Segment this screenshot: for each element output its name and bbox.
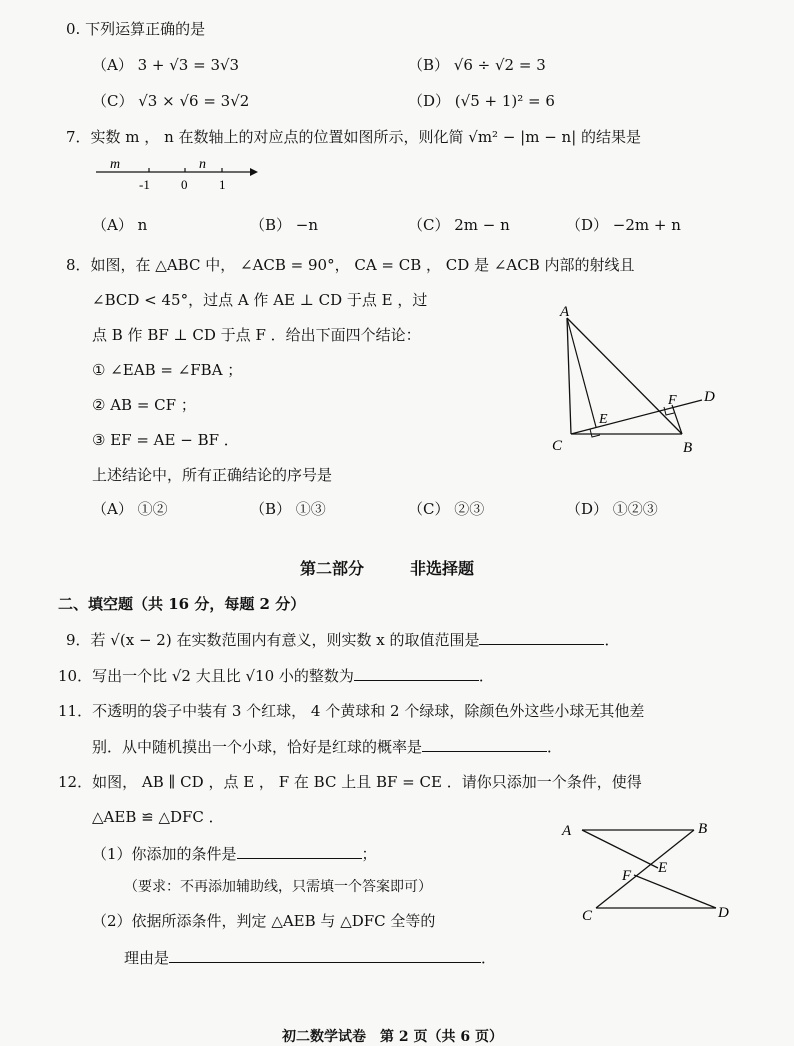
q9-row xyxy=(66,628,619,650)
q11-answer-blank[interactable] xyxy=(422,735,547,752)
q7-option-d: （D） −2m + n xyxy=(566,216,681,234)
q8-conclusion-2: ② AB = CF ； xyxy=(92,396,196,414)
q10-row xyxy=(58,664,494,686)
fig8-label-d: D xyxy=(704,389,715,405)
q7-option-b: （B） −n xyxy=(250,216,319,234)
q8-line2: ∠BCD < 45°，过点 A 作 AE ⊥ CD 于点 E ，过 xyxy=(92,291,428,309)
q8-option-c: （C） ②③ xyxy=(408,500,485,518)
q8-option-d: （D） ①②③ xyxy=(566,500,658,518)
q11-line1: 11．不透明的袋子中装有 3 个红球， 4 个黄球和 2 个绿球，除颜色外这些小球无其他差 xyxy=(58,702,645,720)
q9-text: 9．若 √(x − 2) 在实数范围内有意义，则实数 x 的取值范围是 xyxy=(66,631,480,649)
q12-sub1-row xyxy=(92,842,377,864)
q12-sub2: （2）依据所添条件，判定 △AEB 与 △DFC 全等的 xyxy=(92,912,436,930)
q6-option-a: （A） 3 + √3 = 3√3 xyxy=(92,56,240,74)
q6-option-d: （D） (√5 + 1)² = 6 xyxy=(408,92,555,110)
q12-line1: 12．如图， AB ∥ CD ，点 E ， F 在 BC 上且 BF = CE ．请你只添加一个条件，使得 xyxy=(58,773,642,791)
q12-sub2b: 理由是 xyxy=(124,949,170,967)
q12-figure xyxy=(556,815,746,930)
fig12-label-b: B xyxy=(698,821,708,837)
q8-line3: 点 B 作 BF ⊥ CD 于点 F ．给出下面四个结论： xyxy=(92,326,421,344)
q9-end: ． xyxy=(604,631,620,649)
tick-label-1: 1 xyxy=(219,177,226,192)
q8-triangle-figure xyxy=(540,300,730,460)
fig12-label-f: F xyxy=(622,868,632,884)
q12-note: （要求：不再添加辅助线，只需填一个答案即可） xyxy=(124,879,432,895)
fig12-label-a: A xyxy=(562,823,572,839)
page-footer: 初二数学试卷 第 2 页（共 6 页） xyxy=(282,1029,503,1045)
q10-answer-blank[interactable] xyxy=(354,664,479,681)
q12-sub2-answer-blank[interactable] xyxy=(169,946,481,963)
fig8-label-e: E xyxy=(599,412,608,427)
q12-sub1: （1）你添加的条件是 xyxy=(92,845,237,863)
q11-end: ． xyxy=(547,738,563,756)
q8-line1: 8．如图，在 △ABC 中， ∠ACB = 90°， CA = CB ， CD 是 ∠ACB 内部的射线且 xyxy=(66,256,635,274)
fig12-label-e: E xyxy=(658,860,668,876)
part2-title-right: 非选择题 xyxy=(410,559,475,578)
fig8-label-f: F xyxy=(668,393,677,408)
q12-line2: △AEB ≌ △DFC ． xyxy=(92,808,224,826)
fig8-label-a: A xyxy=(560,304,570,320)
q12-sub2-row xyxy=(124,946,496,968)
q6-option-c: （C） √3 × √6 = 3√2 xyxy=(92,92,250,110)
section2-heading: 二、填空题（共 16 分，每题 2 分） xyxy=(58,595,306,613)
q6-option-b: （B） √6 ÷ √2 = 3 xyxy=(408,56,546,74)
numberline-n-label: n xyxy=(199,158,206,172)
q8-option-b: （B） ①③ xyxy=(250,500,326,518)
q8-conclusion-1: ① ∠EAB = ∠FBA ； xyxy=(92,361,243,379)
q11-row2 xyxy=(92,735,562,757)
q12-sub1-end: ； xyxy=(361,845,377,863)
fig12-label-d: D xyxy=(718,905,729,921)
q7-option-c: （C） 2m − n xyxy=(408,216,510,234)
tick-label-0: 0 xyxy=(181,177,188,192)
q7-option-a: （A） n xyxy=(92,216,148,234)
q8-question: 上述结论中，所有正确结论的序号是 xyxy=(92,466,333,484)
q6-stem: 0. 下列运算正确的是 xyxy=(66,20,206,38)
q10-end: ． xyxy=(478,667,494,685)
q9-answer-blank[interactable] xyxy=(479,628,604,645)
q7-stem: 7．实数 m ， n 在数轴上的对应点的位置如图所示，则化简 √m² − |m − n| 的结果是 xyxy=(66,128,642,146)
fig12-label-c: C xyxy=(582,908,593,924)
q8-option-a: （A） ①② xyxy=(92,500,168,518)
q12-sub1-answer-blank[interactable] xyxy=(237,842,362,859)
part2-title-left: 第二部分 xyxy=(300,559,365,578)
tick-label-neg1: -1 xyxy=(139,177,150,192)
numberline-m-label: m xyxy=(110,158,121,172)
q11-line2: 别．从中随机摸出一个小球，恰好是红球的概率是 xyxy=(92,738,423,756)
fig8-label-c: C xyxy=(552,438,563,454)
q7-number-line xyxy=(92,158,262,196)
q10-text: 10．写出一个比 √2 大且比 √10 小的整数为 xyxy=(58,667,354,685)
fig8-label-b: B xyxy=(683,440,693,456)
q8-conclusion-3: ③ EF = AE − BF ． xyxy=(92,431,239,449)
q12-sub2-end: ． xyxy=(481,949,497,967)
